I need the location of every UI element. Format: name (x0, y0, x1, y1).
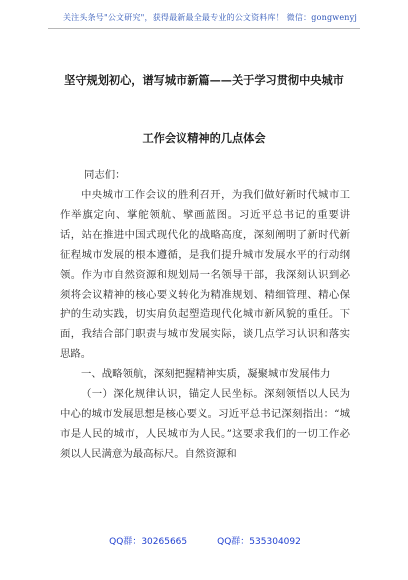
footer-contact (60, 536, 350, 548)
body-paragraph-intro: 中央城市工作会议的胜利召开，为我们做好新时代城市工作举旗定向、掌舵领航、擘画蓝图。习近平总书记的重要讲话，站在推进中国式现代化的战略高度，深刻阐明了新时代新征程城市发展的根本遵循，是我们提升城市发展水平的行动纲领。作为市自然资源和规划局一名领导干部，我深刻认识到必须将会议精神的核心要义转化为精准规划、精细管理、精心保护的生动实践，切实肩负起塑造现代化城市新风貌的重任。下面，我结合部门职责与城市发展实际，谈几点学习认识和落实思路。 (60, 189, 350, 361)
section-heading-1: 一、战略领航，深刻把握精神实质，凝聚城市发展伟力 (81, 368, 331, 381)
header-banner: 关注头条号"公文研究"，获得最新最全最专业的公文资料库！ 微信：gongwenyj (62, 13, 358, 22)
header-divider (48, 28, 360, 29)
document-body (60, 186, 350, 465)
footer-qq-group-2: QQ群：535304092 (217, 537, 301, 547)
document-title-line-1: 坚守规划初心，谱写城市新篇——关于学习贯彻中央城市 (64, 73, 344, 87)
salutation: 同志们： (84, 169, 126, 181)
document-title-line-2: 工作会议精神的几点体会 (142, 131, 266, 145)
subsection-paragraph-1: （一）深化规律认识，锚定人民坐标。深刻领悟以人民为中心的城市发展思想是核心要义。习近平总书记深刻指出：“城市是人民的城市，人民城市为人民。”这要求我们的一切工作必须以人民满意为最高标尺。自然资源和 (60, 388, 350, 460)
footer-qq-group-1: QQ群：30265665 (109, 537, 188, 547)
